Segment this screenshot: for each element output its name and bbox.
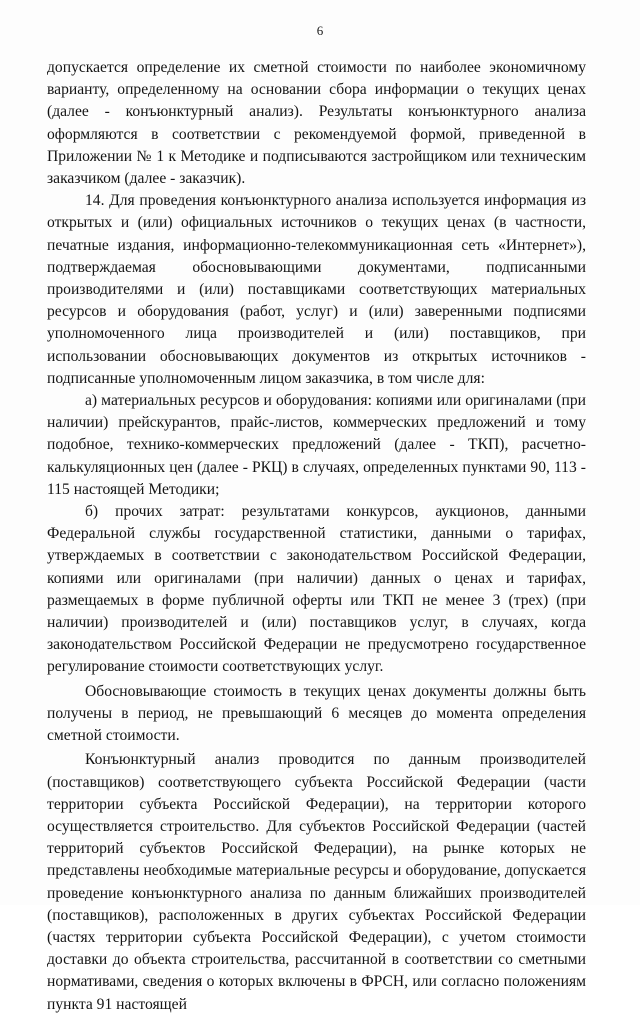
paragraph-market-analysis: Конъюнктурный анализ проводится по данным производителей (поставщиков) соответствующего субъекта Российской Федерации (части территории субъекта Российской Федерации), на территории которого осуществляется строительство. Для субъектов Российской Федерации (частей территорий субъектов Российской Федерации), на рынке которых не представлены необходимые материальные ресурсы и оборудование, допускается проведение конъюнктурного анализа по данным ближайших производителей (поставщиков), расположенных в других субъектах Российской Федерации (частях территории субъекта Российской Федерации), с учетом стоимости доставки до объекта строительства, рассчитанной в соответствии со сметными нормативами, сведения о которых включены в ФРСН, или согласно положениям пункта 91 настоящей	[47, 751, 586, 1013]
paragraph-documents-period: Обосновывающие стоимость в текущих ценах документы должны быть получены в период, не превышающий 6 месяцев до момента определения сметной стоимости.	[47, 682, 586, 745]
paragraph-clause-14: 14. Для проведения конъюнктурного анализа используется информация из открытых и (или) официальных источников о текущих ценах (в частности, печатные издания, информационно-телекоммуникационная сеть «Интернет»), подтверждаемая обосновывающими документами, подписанными производителями и (или) поставщиками соответствующих материальных ресурсов и оборудования (работ, услуг) и (или) заверенными подписями уполномоченного лица производителей и (или) поставщиков, при использовании обосновывающих документов из открытых источников - подписанные уполномоченным лицом заказчика, в том числе для:	[47, 192, 586, 387]
paragraph-item-b: б) прочих затрат: результатами конкурсов, аукционов, данными Федеральной службы государственной статистики, данными о тарифах, утверждаемых в соответствии с законодательством Российской Федерации, копиями или оригиналами (при наличии) данных о ценах и тарифах, размещаемых в форме публичной оферты или ТКП не менее 3 (трех) (при наличии) производителей и (или) поставщиков услуг, в случаях, когда законодательством Российской Федерации не предусмотрено государственное регулирование стоимости соответствующих услуг.	[47, 503, 586, 676]
document-body	[47, 57, 586, 1016]
paragraph-continuation: допускается определение их сметной стоимости по наиболее экономичному варианту, определенному на основании сбора информации о текущих ценах (далее - конъюнктурный анализ). Результаты конъюнктурного анализа оформляются в соответствии с рекомендуемой формой, приведенной в Приложении № 1 к Методике и подписываются застройщиком или техническим заказчиком (далее - заказчик).	[47, 59, 586, 188]
paragraph-item-a: а) материальных ресурсов и оборудования: копиями или оригиналами (при наличии) прейскурантов, прайс-листов, коммерческих предложений и тому подобное, технико-коммерческих предложений (далее - ТКП), расчетно-калькуляционных цен (далее - РКЦ) в случаях, определенных пунктами 90, 113 - 115 настоящей Методики;	[47, 392, 586, 498]
page-number: 6	[316, 23, 324, 38]
